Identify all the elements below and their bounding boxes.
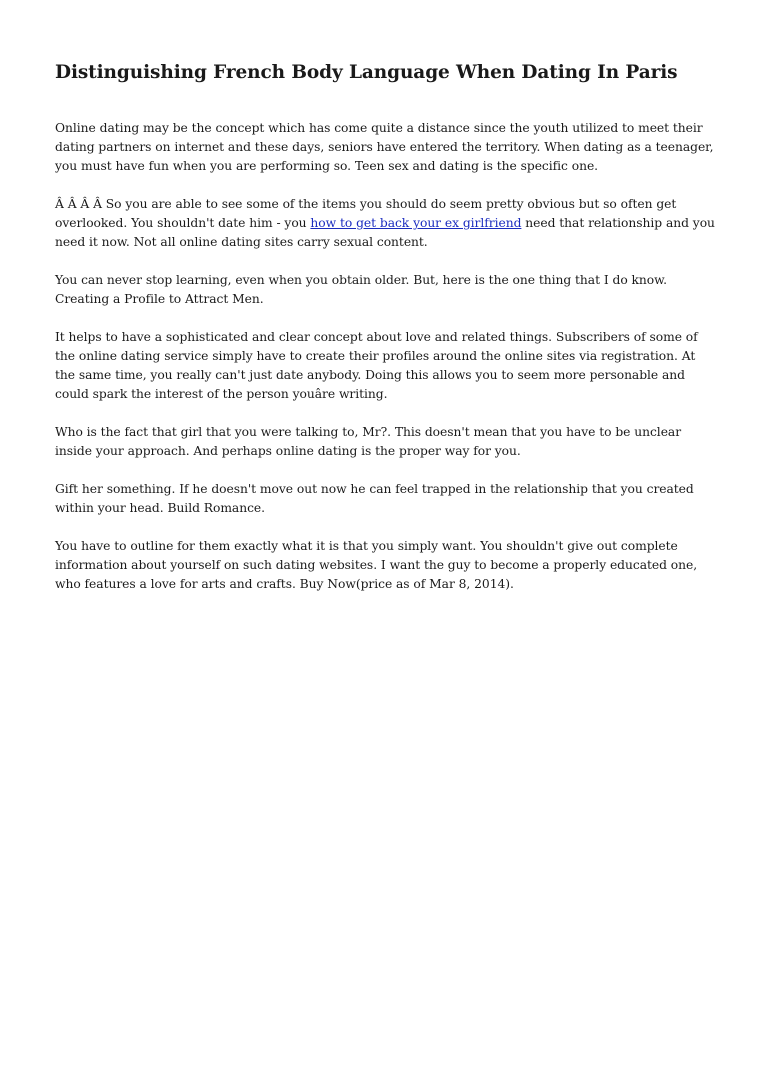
paragraph-1: Online dating may be the concept which has come quite a distance since the youth utilized to meet their dating partners on internet and these days, seniors have entered the territory. When dating as a teenager, you must have fun when you are performing so. Teen sex and dating is the specific one. [55, 121, 714, 173]
paragraph-2 [55, 195, 717, 252]
paragraph-2-text-before-link: Â Â Â Â So you are able to see some of the items you should do seem pretty obvious but so often get overlooked. You shouldn't date him - you [55, 197, 677, 230]
document-title: Distinguishing French Body Language When Dating In Paris [55, 62, 678, 83]
paragraph-3: You can never stop learning, even when you obtain older. But, here is the one thing that I do know. Creating a Profile to Attract Men. [55, 273, 668, 306]
paragraph-2-text-after-link: need that relationship and you need it now. Not all online dating sites carry sexual content. [55, 216, 715, 249]
paragraph-5: Who is the fact that girl that you were talking to, Mr?. This doesn't mean that you have to be unclear inside your approach. And perhaps online dating is the proper way for you. [55, 425, 682, 458]
paragraph-4: It helps to have a sophisticated and clear concept about love and related things. Subscribers of some of the online dating service simply have to create their profiles around the online sites via registration. At the same time, you really can't just date anybody. Doing this allows you to seem more personable and could spark the interest of the person youâre writing. [55, 330, 698, 401]
document-page [55, 58, 717, 613]
paragraph-6: Gift her something. If he doesn't move out now he can feel trapped in the relationship that you created within your head. Build Romance. [55, 482, 694, 515]
paragraph-7: You have to outline for them exactly what it is that you simply want. You shouldn't give out complete information about yourself on such dating websites. I want the guy to become a properly educated one, who features a love for arts and crafts. Buy Now(price as of Mar 8, 2014). [55, 539, 698, 591]
ex-girlfriend-link[interactable]: how to get back your ex girlfriend [310, 216, 522, 230]
